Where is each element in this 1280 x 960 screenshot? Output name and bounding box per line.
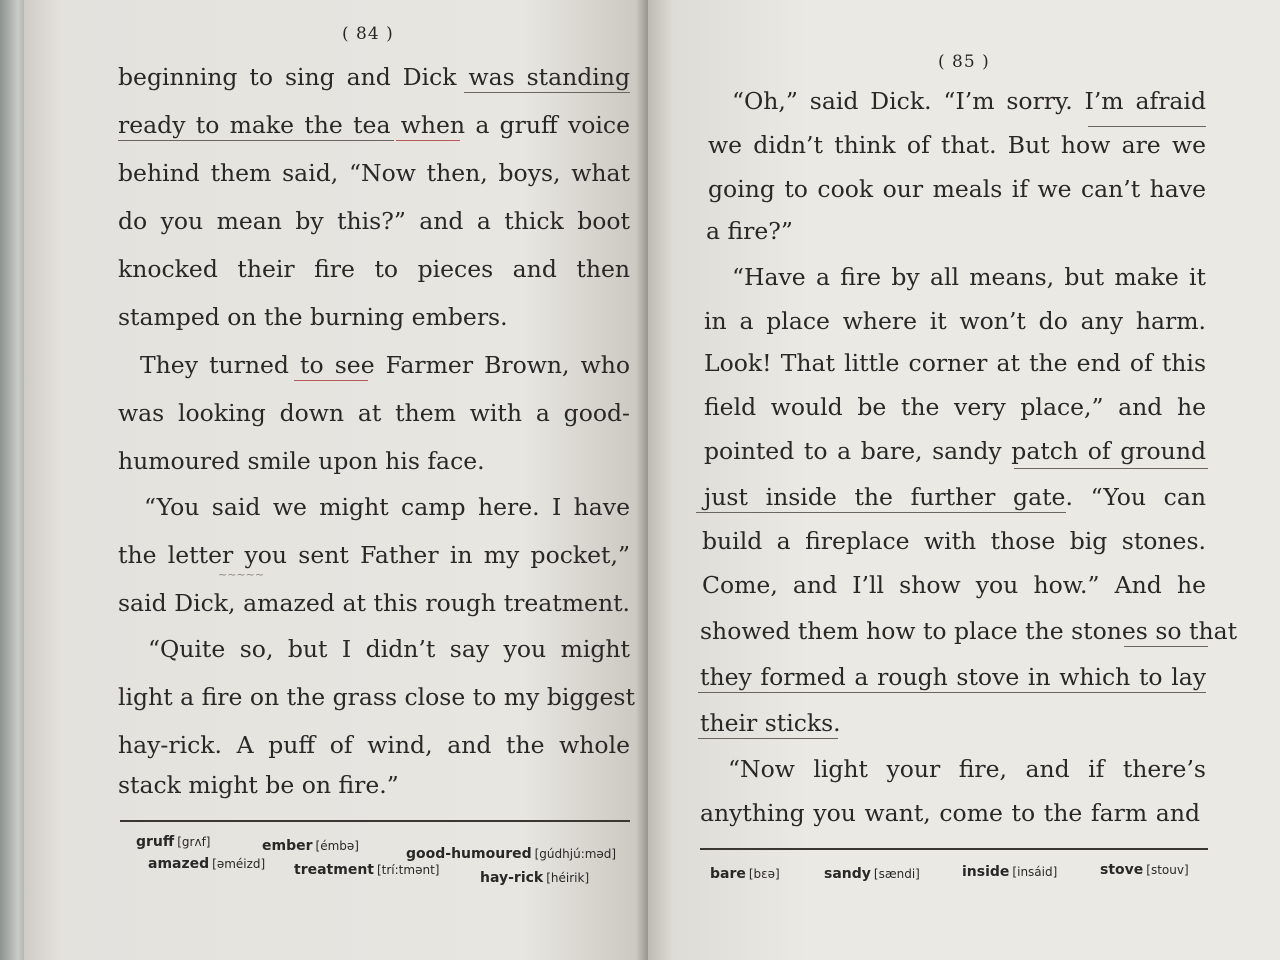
text-line: beginning to sing and Dick was standing [118, 63, 630, 91]
text-line: going to cook our meals if we can’t have [708, 175, 1206, 203]
text-line: showed them how to place the stones so that [700, 617, 1238, 645]
pencil-underline [1088, 126, 1206, 127]
text-line: they formed a rough stove in which to lay [700, 663, 1206, 691]
vocab-entry: gruff [grʌf] [136, 834, 211, 850]
footnote-rule [700, 848, 1208, 850]
text-line: “Now light your fire, and if there’s [728, 755, 1206, 783]
vocab-entry: hay-rick [héirik] [480, 870, 590, 886]
text-line: we didn’t think of that. But how are we [708, 131, 1206, 159]
text-line: their sticks. [700, 709, 841, 737]
text-line: “You said we might camp here. I have [144, 493, 630, 521]
text-line: pointed to a bare, sandy patch of ground [704, 437, 1206, 465]
vocab-entry: ember [émbə] [262, 838, 359, 854]
footnote-rule [120, 820, 630, 822]
pencil-underline [698, 692, 1206, 693]
pencil-underline [464, 92, 630, 93]
right-page [648, 0, 1280, 960]
vocab-entry: amazed [əméizd] [148, 856, 266, 872]
text-line: Come, and I’ll show you how.” And he [702, 571, 1206, 599]
pencil-underline [118, 140, 394, 141]
pencil-underline [1014, 468, 1208, 469]
text-line: the letter you sent Father in my pocket,” [118, 541, 630, 569]
vocab-entry: good-humoured [gúdhjú:məd] [406, 846, 617, 862]
text-line: ready to make the tea when a gruff voice [118, 111, 630, 139]
red-underline [294, 380, 368, 381]
text-line: “Oh,” said Dick. “I’m sorry. I’m afraid [732, 87, 1206, 115]
text-line: Look! That little corner at the end of this [704, 349, 1206, 377]
text-line: field would be the very place,” and he [704, 393, 1206, 421]
page-number: ( 84 ) [342, 24, 394, 44]
text-line: humoured smile upon his face. [118, 447, 485, 475]
left-page [24, 0, 648, 960]
vocab-entry: stove [stouv] [1100, 862, 1189, 878]
text-line: stack might be on fire.” [118, 771, 399, 799]
pencil-underline [698, 738, 838, 739]
text-line: do you mean by this?” and a thick boot [118, 207, 630, 235]
text-line: said Dick, amazed at this rough treatment. [118, 589, 630, 617]
text-line: was looking down at them with a good- [118, 399, 630, 427]
text-line: They turned to see Farmer Brown, who [140, 351, 630, 379]
text-line: light a fire on the grass close to my biggest [118, 683, 635, 711]
text-line: knocked their fire to pieces and then [118, 255, 630, 283]
text-line: behind them said, “Now then, boys, what [118, 159, 630, 187]
text-line: “Have a fire by all means, but make it [732, 263, 1206, 291]
text-line: anything you want, come to the farm and [700, 799, 1200, 827]
vocab-entry: treatment [trí:tmənt] [294, 862, 440, 878]
vocab-entry: inside [insáid] [962, 864, 1058, 880]
red-underline [396, 140, 460, 141]
text-line: in a place where it won’t do any harm. [704, 307, 1206, 335]
text-line: just inside the further gate. “You can [704, 483, 1206, 511]
pencil-underline [1124, 646, 1208, 647]
text-line: build a fireplace with those big stones. [702, 527, 1206, 555]
text-line: a fire?” [706, 217, 793, 245]
vocab-entry: bare [bɛə] [710, 866, 780, 882]
pencil-annotation: ~~~~~ [218, 568, 265, 581]
text-line: stamped on the burning embers. [118, 303, 508, 331]
vocab-entry: sandy [sændi] [824, 866, 920, 882]
pencil-underline [696, 512, 1066, 513]
text-line: hay-rick. A puff of wind, and the whole [118, 731, 630, 759]
page-number: ( 85 ) [938, 52, 990, 72]
text-line: “Quite so, but I didn’t say you might [148, 635, 630, 663]
